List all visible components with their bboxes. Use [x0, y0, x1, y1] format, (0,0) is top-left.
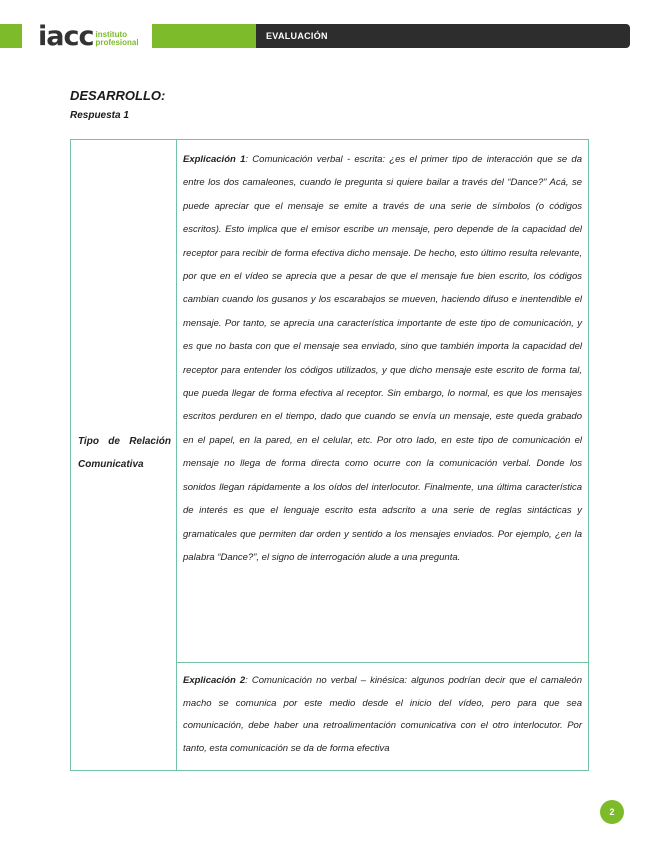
logo-subtitle-line-2: profesional: [95, 38, 139, 47]
explanation-2-heading: Explicación 2: [183, 675, 246, 686]
logo-subtitle-line-1: instituto: [95, 30, 128, 39]
answer-subtitle: Respuesta 1: [70, 110, 129, 121]
explanation-1-heading: Explicación 1: [183, 154, 246, 165]
header-accent-bar: [0, 24, 22, 48]
page-number-badge: 2: [600, 800, 624, 824]
header-section-bar: [256, 24, 630, 48]
page-title: DESARROLLO:: [70, 88, 166, 103]
logo-subtitle: [95, 31, 138, 47]
explanation-1-text: : Comunicación verbal - escrita: ¿es el primer tipo de interacción que se da entre los dos camaleones, cuando le pregunta si quiere bailar a través del “Dance?” Acá, se puede apreciar que el mensaje se emite a través de una serie de símbolos (o códigos escritos). Esto implica que el emisor escribe un mensaje, pero depende de la capacidad del receptor para recibir de forma efectiva dicho mensaje. De hecho, esto último resulta relevante, por que en el vídeo se aprecia que a pesar de que el mensaje fue bien escrito, los códigos cambian cuando los gusanos y los escarabajos se mueven, haciendo difuso e inentendible el mensaje. Por tanto, se aprecia una característica importante de este tipo de comunicación, y es que no basta con que el mensaje sea enviado, sino que también importa la capacidad del receptor para entender los códigos utilizados, y que dicho mensaje este escrito de forma tal, que pueda llegar de forma efectiva al receptor. Sin embargo, lo normal, es que los mensajes escritos perduren en el tiempo, dado que cuando se envía un mensaje, este queda grabado en el papel, en la pared, en el celular, etc. Por otro lado, en este tipo de comunicación el mensaje no llega de forma directa como ocurre con la comunicación verbal. Donde los sonidos llegan rápidamente a los oídos del interlocutor. Finalmente, una última característica de interés es que el lenguaje escrito esta adscrito a una serie de reglas sintácticas y gramaticales que permiten dar orden y sentido a los mensajes enviados. Por ejemplo, ¿en la palabra “Dance?”, el signo de interrogación alude a una pregunta.: [183, 154, 582, 563]
label-cell: [71, 140, 177, 770]
logo-wordmark: iacc: [38, 21, 94, 52]
explanation-1-cell: [177, 140, 588, 663]
explanation-2-cell: [177, 663, 588, 770]
header-green-tab: [152, 24, 256, 48]
iacc-logo: [38, 20, 139, 50]
section-label: EVALUACIÓN: [266, 31, 328, 41]
explanation-2-text: : Comunicación no verbal – kinésica: algunos podrían decir que el camaleón macho se comunica por este medio desde el inicio del vídeo, pero para que sea comunicación, debe haber una retroalimentación comunicativa con el otro interlocutor. Por tanto, esta comunicación se da de forma efectiva: [183, 675, 582, 754]
answer-table: [70, 139, 589, 771]
relation-type-label: Tipo de Relación Comunicativa: [78, 436, 171, 470]
